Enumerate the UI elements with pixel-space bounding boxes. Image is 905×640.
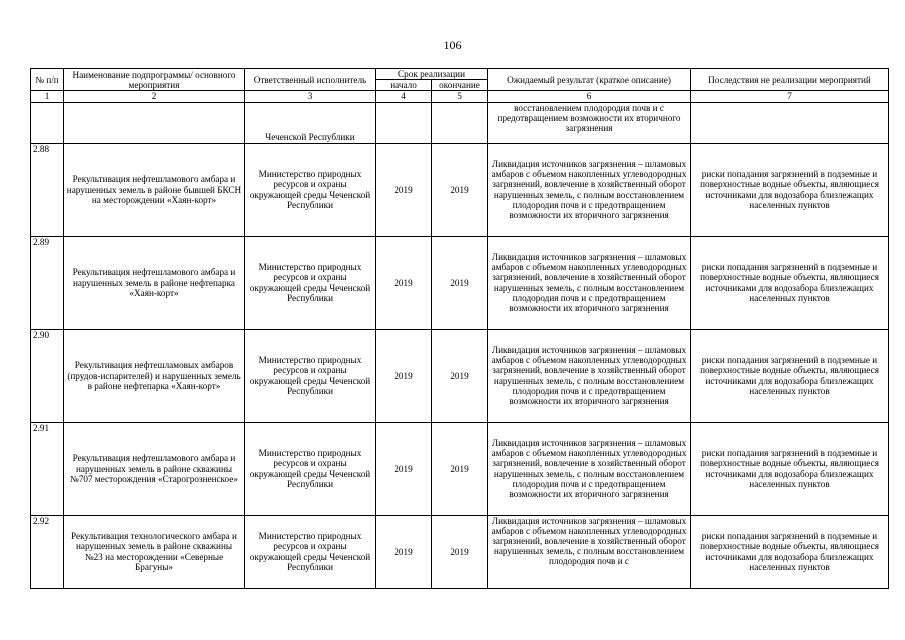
consequence-cell: риски попадания загрязнений в подземные и поверхностные водные объекты, являющиеся источниками для водозабора близлежащих населенных пунктов: [691, 143, 889, 236]
end-year: 2019: [432, 515, 488, 588]
table-row: [31, 329, 889, 422]
end-year: 2019: [432, 143, 488, 236]
executor-cell: Министерство природных ресурсов и охраны окружающей среды Чеченской Республики: [245, 236, 376, 329]
header-result: Ожидаемый результат (краткое описание): [488, 69, 691, 91]
row-number: 2.92: [31, 515, 64, 588]
executor-cell: Чеченской Республики: [245, 102, 376, 143]
end-year: 2019: [432, 329, 488, 422]
result-cell: Ликвидация источников загрязнения – шламовых амбаров с объемом накопленных углеводородных загрязнений, вовлечение в хозяйственный оборот нарушенных земель, с полным восстановлением плодородия почв и с предотвращением возможности их вторичного загрязнения: [488, 143, 691, 236]
header-start: начало: [376, 80, 432, 91]
measure-name: Рекультивация нефтешламового амбара и нарушенных земель в районе скважины №707 месторождения «Старогрозненское»: [64, 422, 245, 515]
column-index: 2: [64, 91, 245, 102]
header-num: № п/п: [31, 69, 64, 91]
measure-name: Рекультивация технологического амбара и нарушенных земель в районе скважины №23 на месторождении «Северные Брагуны»: [64, 515, 245, 588]
column-index: 6: [488, 91, 691, 102]
row-number: 2.91: [31, 422, 64, 515]
empty-cell: [31, 102, 64, 143]
column-index: 1: [31, 91, 64, 102]
row-number: 2.88: [31, 143, 64, 236]
header-name: Наименование подпрограммы/ основного мероприятия: [64, 69, 245, 91]
executor-cell: Министерство природных ресурсов и охраны окружающей среды Чеченской Республики: [245, 515, 376, 588]
header-row: [31, 69, 889, 80]
consequence-cell: риски попадания загрязнений в подземные и поверхностные водные объекты, являющиеся источниками для водозабора близлежащих населенных пунктов: [691, 422, 889, 515]
consequence-cell: риски попадания загрязнений в подземные и поверхностные водные объекты, являющиеся источниками для водозабора близлежащих населенных пунктов: [691, 329, 889, 422]
measure-name: Рекультивация нефтешламового амбара и нарушенных земель в районе нефтепарка «Хаян-корт»: [64, 236, 245, 329]
empty-cell: [64, 102, 245, 143]
end-year: 2019: [432, 422, 488, 515]
result-cell: Ликвидация источников загрязнения – шламовых амбаров с объемом накопленных углеводородных загрязнений, вовлечение в хозяйственный оборот нарушенных земель, с полным восстановлением плодородия почв и с предотвращением возможности их вторичного загрязнения: [488, 329, 691, 422]
header-consequence: Последствия не реализации мероприятий: [691, 69, 889, 91]
result-cell: Ликвидация источников загрязнения – шламовых амбаров с объемом накопленных углеводородных загрязнений, вовлечение в хозяйственный оборот нарушенных земель, с полным восстановлением плодородия почв и с: [488, 515, 691, 588]
continuation-row: [31, 102, 889, 143]
consequence-cell: риски попадания загрязнений в подземные и поверхностные водные объекты, являющиеся источниками для водозабора близлежащих населенных пунктов: [691, 515, 889, 588]
executor-cell: Министерство природных ресурсов и охраны окружающей среды Чеченской Республики: [245, 422, 376, 515]
empty-cell: [376, 102, 432, 143]
start-year: 2019: [376, 422, 432, 515]
row-number: 2.90: [31, 329, 64, 422]
empty-cell: [432, 102, 488, 143]
result-cell: восстановлением плодородия почв и с предотвращением возможности их вторичного загрязнения: [488, 102, 691, 143]
start-year: 2019: [376, 236, 432, 329]
page-number: 106: [443, 38, 462, 52]
measure-name: Рекультивация нефтешламовых амбаров (прудов-испарителей) и нарушенных земель в районе нефтепарка «Хаян-корт»: [64, 329, 245, 422]
header-end: окончание: [432, 80, 488, 91]
measure-name: Рекультивация нефтешламового амбара и нарушенных земель в районе бывшей БКСН на месторождении «Хаян-корт»: [64, 143, 245, 236]
table-row: [31, 143, 889, 236]
empty-cell: [691, 102, 889, 143]
executor-cell: Министерство природных ресурсов и охраны окружающей среды Чеченской Республики: [245, 143, 376, 236]
column-index: 3: [245, 91, 376, 102]
table-row: [31, 515, 889, 588]
column-index: 4: [376, 91, 432, 102]
start-year: 2019: [376, 329, 432, 422]
column-index: 5: [432, 91, 488, 102]
column-index: 7: [691, 91, 889, 102]
executor-cell: Министерство природных ресурсов и охраны окружающей среды Чеченской Республики: [245, 329, 376, 422]
header-executor: Ответственный исполнитель: [245, 69, 376, 91]
result-cell: Ликвидация источников загрязнения – шламовых амбаров с объемом накопленных углеводородных загрязнений, вовлечение в хозяйственный оборот нарушенных земель, с полным восстановлением плодородия почв и с предотвращением возможности их вторичного загрязнения: [488, 422, 691, 515]
row-number: 2.89: [31, 236, 64, 329]
start-year: 2019: [376, 143, 432, 236]
column-index-row: [31, 91, 889, 102]
measures-table: [30, 68, 889, 589]
end-year: 2019: [432, 236, 488, 329]
consequence-cell: риски попадания загрязнений в подземные и поверхностные водные объекты, являющиеся источниками для водозабора близлежащих населенных пунктов: [691, 236, 889, 329]
result-cell: Ликвидация источников загрязнения – шламовых амбаров с объемом накопленных углеводородных загрязнений, вовлечение в хозяйственный оборот нарушенных земель, с полным восстановлением плодородия почв и с предотвращением возможности их вторичного загрязнения: [488, 236, 691, 329]
start-year: 2019: [376, 515, 432, 588]
table-row: [31, 422, 889, 515]
table-row: [31, 236, 889, 329]
header-period: Срок реализации: [376, 69, 488, 80]
